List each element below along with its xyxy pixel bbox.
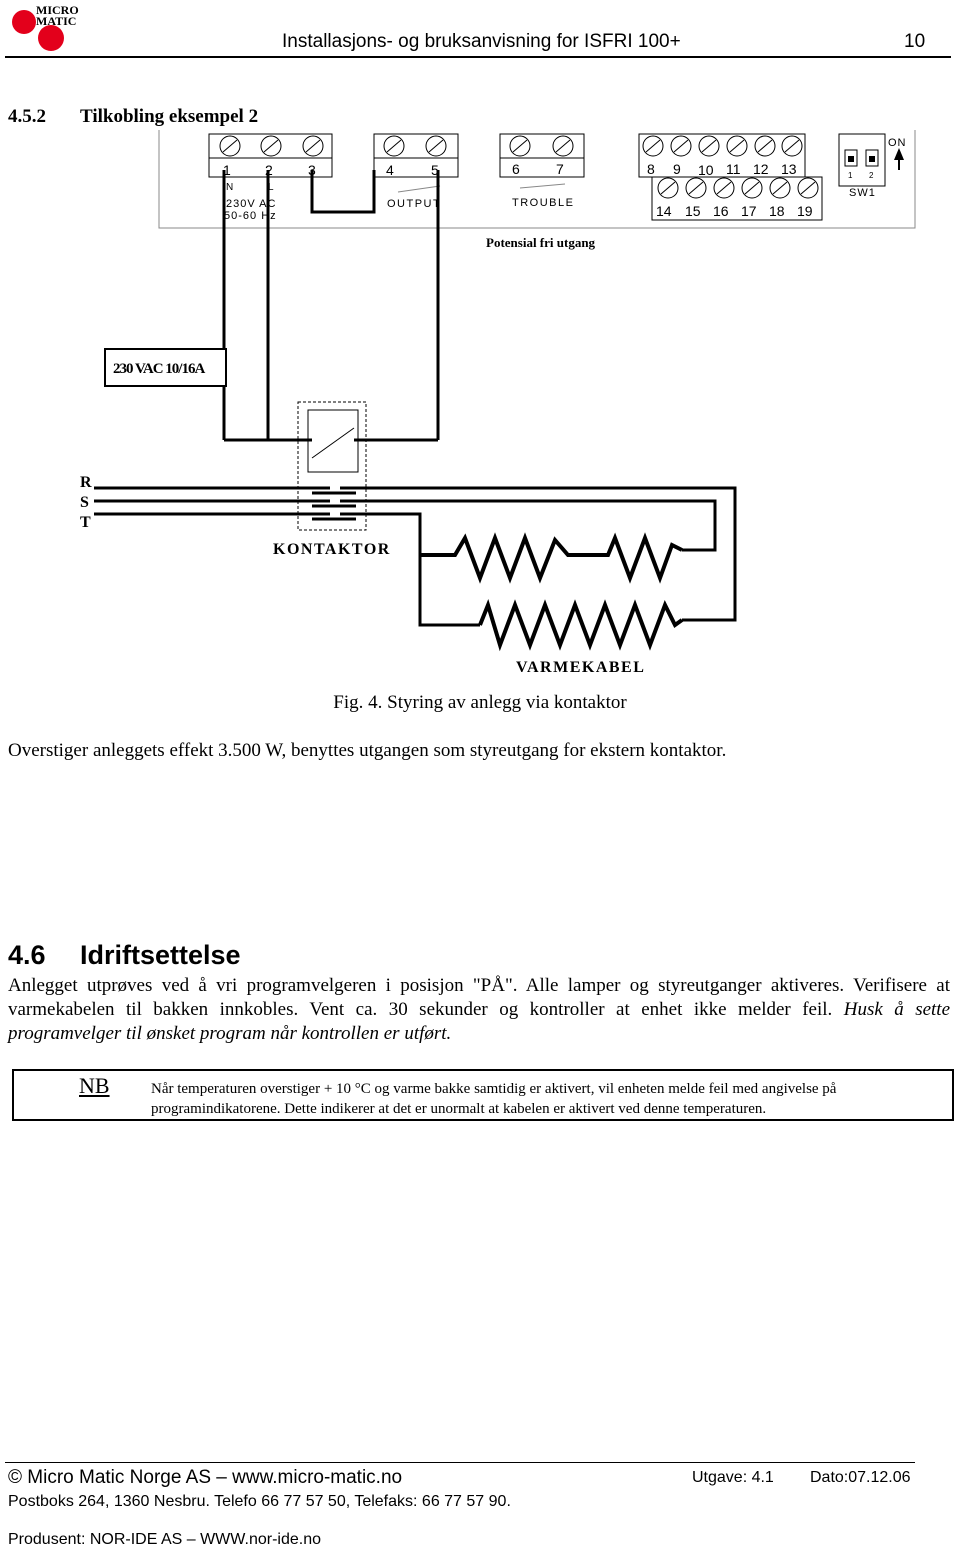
logo-text-micro: MICRO [36, 3, 79, 17]
terminal-label: 2 [265, 162, 273, 178]
switch-1-label: 1 [848, 171, 853, 180]
terminal-label: 17 [741, 203, 757, 219]
contactor-label: KONTAKTOR [273, 541, 391, 558]
terminal-label: 9 [673, 161, 681, 177]
section-number: 4.5.2 [8, 106, 46, 127]
page-number: 10 [904, 31, 926, 52]
terminal-label: 3 [308, 162, 316, 178]
wiring-diagram [0, 0, 960, 690]
footer-date: Dato:07.12.06 [810, 1469, 911, 1486]
terminal-label: 15 [685, 203, 701, 219]
footer-edition: Utgave: 4.1 [692, 1469, 774, 1486]
supply-box-label: 230 VAC 10/16A [113, 361, 205, 377]
terminal-label: 14 [656, 203, 672, 219]
supply-frequency-label: 50-60 Hz [224, 210, 277, 222]
figure-caption [0, 692, 960, 714]
footer-producer: Produsent: NOR-IDE AS – WWW.nor-ide.no [8, 1531, 321, 1548]
terminal-label: 4 [386, 162, 394, 178]
note-label: NB [79, 1073, 110, 1098]
document-title: Installasjons- og bruksanvisning for ISFRI 100+ [282, 31, 681, 52]
section-body-italic-text: Husk å sette programvelger til ønsket program når kontrollen er utført. [8, 999, 951, 1044]
terminal-label: 7 [556, 161, 564, 177]
footer-divider [5, 1462, 915, 1463]
logo-text-matic: MATIC [36, 14, 77, 28]
switch-2-label: 2 [869, 171, 874, 180]
section-title: Tilkobling eksempel 2 [80, 106, 259, 127]
phase-r-label: R [80, 474, 92, 491]
footer-address: Postboks 264, 1360 Nesbru. Telefo 66 77 57 50, Telefaks: 66 77 57 90. [8, 1493, 511, 1510]
phase-s-label: S [80, 494, 89, 511]
terminal-label: 13 [781, 161, 797, 177]
terminal-label: 1 [223, 162, 231, 178]
terminal-label: 6 [512, 161, 520, 177]
sw1-label: SW1 [849, 187, 876, 199]
note-text: Når temperaturen overstiger + 10 °C og varme bakke samtidig er aktivert, vil enheten melde feil med angivelse på programindikatorene. Dette indikerer at det er unormalt at kabelen er aktivert ved denne temperaturen. [151, 1081, 837, 1117]
phase-t-label: T [80, 514, 91, 531]
live-label: L [268, 182, 274, 193]
terminal-label: 8 [647, 161, 655, 177]
trouble-label: TROUBLE [512, 197, 575, 209]
section-body-text: Anlegget utprøves ved å vri programvelgeren i posisjon "PÅ". Alle lamper og styreutganger aktiveres. Verifisere at varmekabelen til bakken innkobles. Vent ca. 30 sekunder og kontroller at enhet ikke melder feil. [8, 975, 950, 1020]
neutral-label: N [226, 182, 234, 193]
terminal-label: 19 [797, 203, 813, 219]
section-title: Idriftsettelse [80, 940, 241, 970]
on-label: ON [888, 137, 907, 149]
terminal-label: 10 [698, 162, 714, 178]
terminal-label: 5 [431, 162, 439, 178]
section-number: 4.6 [8, 940, 46, 970]
terminal-label: 18 [769, 203, 785, 219]
footer-company: © Micro Matic Norge AS – www.micro-matic.no [8, 1467, 403, 1488]
heating-cable-label: VARMEKABEL [516, 659, 646, 676]
section-body [8, 974, 950, 1046]
body-paragraph: Overstiger anleggets effekt 3.500 W, benyttes utgangen som styreutgang for ekstern kontaktor. [8, 740, 727, 761]
section-heading-4-6 [8, 940, 241, 971]
terminal-label: 12 [753, 161, 769, 177]
terminal-label: 16 [713, 203, 729, 219]
terminal-label: 11 [726, 161, 741, 177]
supply-voltage-label: 230V AC [226, 198, 277, 210]
output-label: OUTPUT [387, 198, 442, 210]
figure-caption-text: Fig. 4. Styring av anlegg via kontaktor [333, 692, 627, 713]
potential-free-label: Potensial fri utgang [486, 235, 596, 250]
